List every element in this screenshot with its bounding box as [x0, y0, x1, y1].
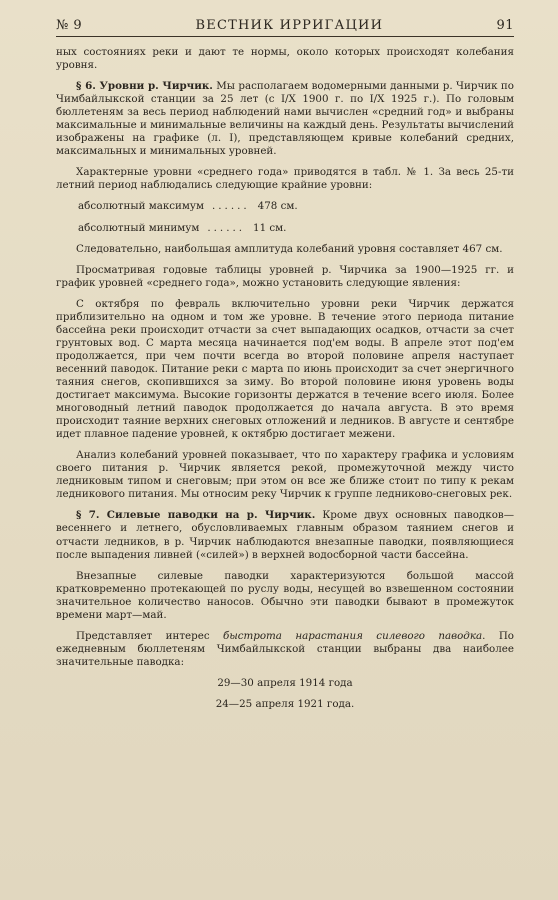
section-6-paragraph [56, 80, 514, 158]
paragraph-characteristic-levels: Характерные уровни «среднего года» приводятся в табл. № 1. За весь 25-ти летний период наблюдались следующие крайние уровни: [56, 166, 514, 192]
page-number: 91 [496, 18, 514, 33]
flood-rise-emphasis: быстрота нарастания силевого паводка [223, 629, 483, 642]
flood-rise-text-end: . По ежедневным бюллетеням Чимбайлыкской станции выбраны два наиболее значительные паводка: [56, 629, 515, 668]
absolute-minimum-value: 11 см. [253, 221, 287, 234]
paragraph-seasonal-regime: С октября по февраль включительно уровни реки Чирчик держатся приблизительно на одном и том же уровне. В течение этого периода питание бассейна реки происходит отчасти за счет выпадающих осадков, отчасти за счет грунтовых вод. С марта месяца начинается под'ем воды. В апреле этот под'ем продолжается, при чем почти всегда во второй половине апреля наступает весенний паводок. Питание реки с марта по июнь происходит за счет энергичного таяния снегов, скопившихся за зиму. Во второй половине июня уровень воды достигает максимума. Высокие горизонты держатся в течение всего июля. Более многоводный летний паводок продолжается до начала августа. В это время происходит таяние верхних снеговых отложений и ледников. В августе и сентябре идет плавное падение уровней, к октябрю достигает межени. [56, 297, 514, 441]
section-7-text: Кроме двух основных паводков—весеннего и летнего, обусловливаемых главным образом таянием снегов и отчасти ледников, в р. Чирчик наблюдаются внезапные паводки, появляющиеся после выпадения ливней («силей») в верхней водосборной части бассейна. [56, 509, 514, 561]
leader-dots: ...... [207, 221, 246, 234]
section-7-paragraph [56, 509, 514, 561]
section-7-heading: § 7. Силевые паводки на р. Чирчик. [76, 509, 316, 522]
paragraph-analysis: Анализ колебаний уровней показывает, что по характеру графика и условиям своего питания р. Чирчик является рекой, промежуточной между чисто ледниковым типом и снеговым; при этом он все же ближе стоит по типу к рекам ледникового питания. Мы относим реку Чирчик к группе ледниково-снеговых рек. [56, 449, 514, 501]
issue-number: № 9 [56, 18, 83, 33]
paragraph-review: Просматривая годовые таблицы уровней р. Чирчика за 1900—1925 гг. и график уровней «среднего года», можно установить следующие явления: [56, 263, 514, 289]
journal-title: ВЕСТНИК ИРРИГАЦИИ [195, 18, 384, 33]
paragraph-continuation: ных состояниях реки и дают те нормы, около которых происходят колебания уровня. [56, 46, 514, 72]
absolute-maximum-row [56, 200, 514, 213]
paragraph-amplitude: Следовательно, наибольшая амплитуда колебаний уровня составляет 467 см. [76, 242, 503, 255]
absolute-minimum-row [56, 222, 514, 235]
paragraph-flood-rise [56, 630, 514, 669]
section-6-heading: § 6. Уровни р. Чирчик. [76, 80, 213, 93]
section-6-text: Мы располагаем водомерными данными р. Чирчик по Чимбайлыкской станции за 25 лет (с I/X 1900 г. по I/X 1925 г.). По головым бюллетеням за весь период наблюдений нами вычислен «средний год» и выбраны максимальные и минимальные величины на каждый день. Результаты вычислений изображены на графике (л. I), представляющем кривые колебаний средних, максимальных и минимальных уровней. [56, 80, 514, 158]
absolute-maximum-label: абсолютный максимум [78, 200, 204, 213]
flood-date-1: 29—30 апреля 1914 года [217, 676, 353, 689]
article-body [56, 46, 514, 711]
absolute-maximum-value: 478 см. [257, 200, 298, 213]
leader-dots: ...... [212, 200, 250, 213]
running-header [56, 18, 514, 37]
paragraph-sudden-floods: Внезапные силевые паводки характеризуются большой массой кратковременно протекающей по руслу воды, несущей во взвешенном состоянии значительное количество наносов. Обычно эти паводки бывают в промежуток времени март—май. [56, 569, 514, 621]
absolute-minimum-label: абсолютный минимум [78, 221, 200, 234]
flood-rise-text-start: Представляет интерес [76, 629, 224, 642]
flood-date-2: 24—25 апреля 1921 года. [215, 697, 355, 710]
